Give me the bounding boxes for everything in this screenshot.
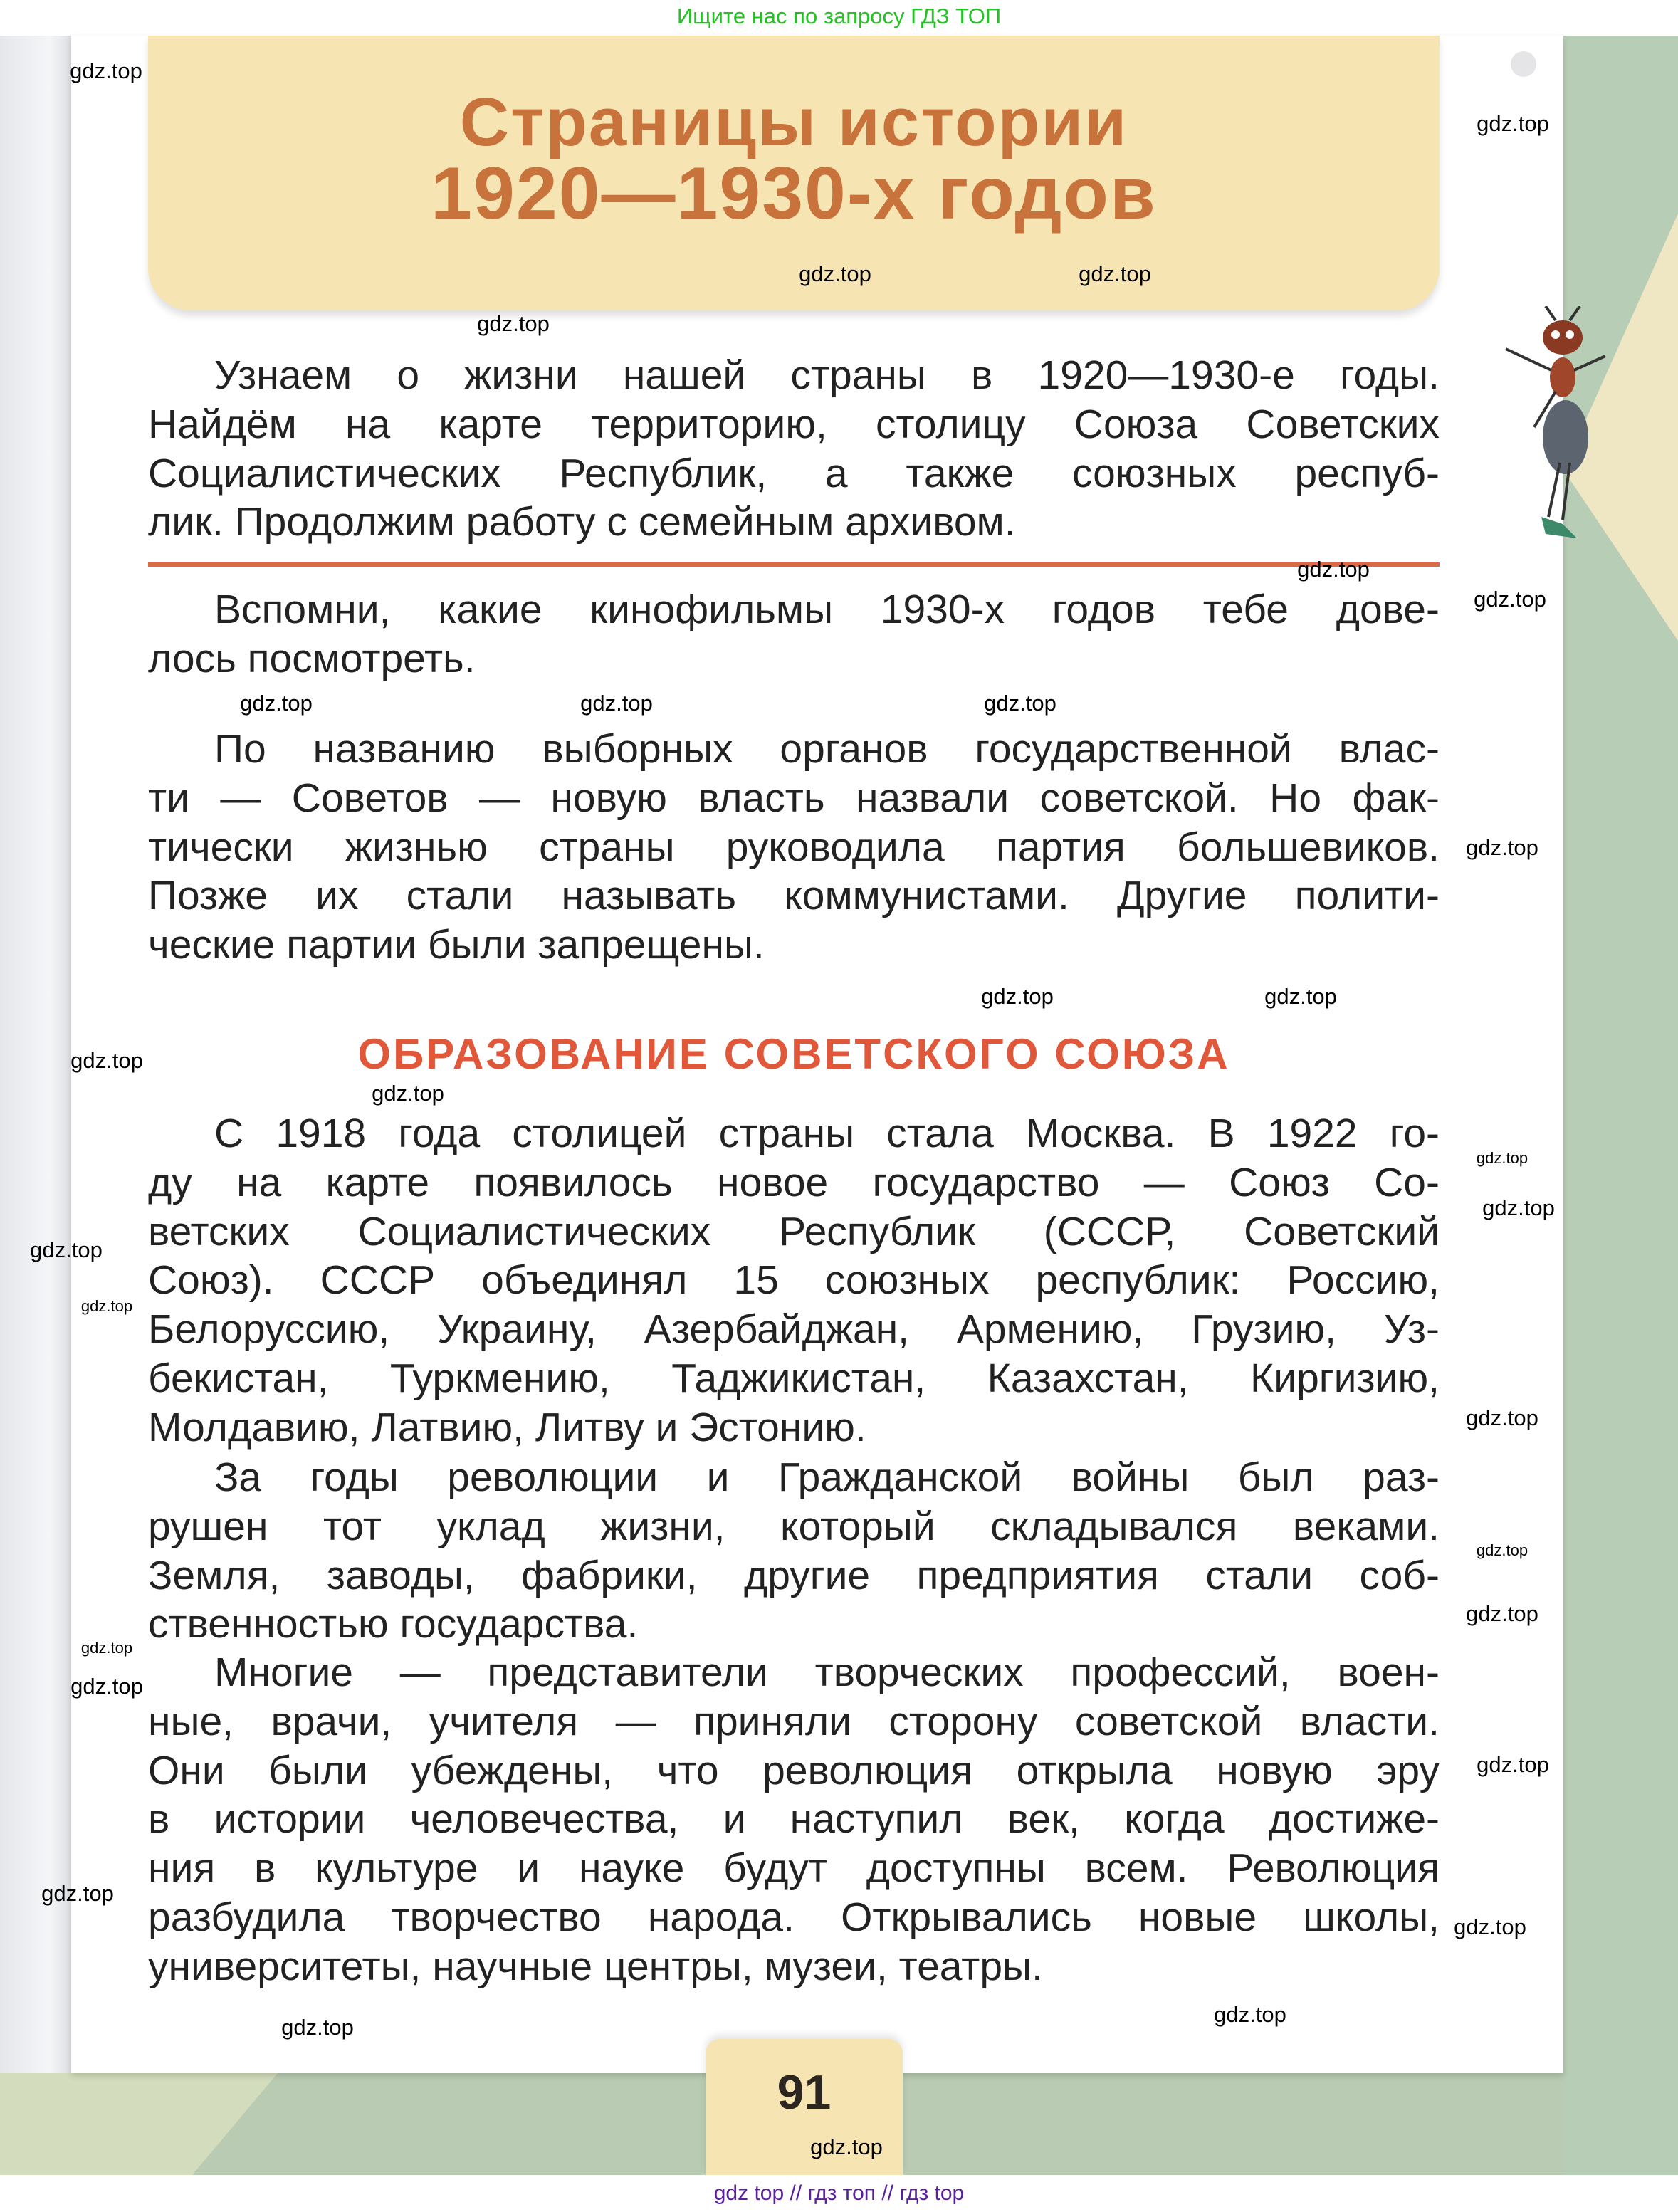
text-line: рушен тот уклад жизни, который складывался веками. — [148, 1503, 1440, 1549]
watermark: gdz.top — [240, 691, 313, 716]
text-line: лик. Продолжим работу с семейным архивом. — [148, 499, 1016, 545]
text-line: За годы революции и Гражданской войны был раз- — [214, 1454, 1440, 1500]
watermark: gdz.top — [1466, 835, 1538, 860]
watermark: gdz.top — [1474, 587, 1546, 612]
book-spine — [0, 36, 71, 2073]
text-line: Союз). СССР объединял 15 союзных республик: Россию, — [148, 1257, 1440, 1304]
text-line: Социалистических Республик, а также союзных респуб- — [148, 450, 1440, 496]
watermark: gdz.top — [372, 1081, 444, 1106]
text-line: лось посмотреть. — [148, 635, 476, 681]
watermark: gdz.top — [1214, 2002, 1286, 2027]
page-title-line-1: Страницы истории — [459, 84, 1128, 160]
text-line: Белоруссию, Украину, Азербайджан, Армению, Грузию, Уз- — [148, 1306, 1440, 1353]
bottom-banner: gdz top // гдз топ // гдз top — [0, 2175, 1678, 2212]
text-line: По названию выборных органов государственной влас- — [214, 726, 1440, 772]
text-line: ветских Социалистических Республик (СССР, Советский — [148, 1208, 1440, 1254]
text-line: Многие — представители творческих профессий, воен- — [214, 1650, 1440, 1695]
watermark: gdz.top — [80, 1297, 133, 1315]
watermark: gdz.top — [810, 2134, 883, 2159]
text-line: ния в культуре и науке будут доступны всем. Революция — [148, 1845, 1440, 1892]
text-line: ду на карте появилось новое государство — Союз Со- — [148, 1159, 1440, 1205]
watermark: gdz.top — [30, 1237, 103, 1262]
watermark: gdz.top — [281, 2015, 354, 2040]
section-heading: ОБРАЗОВАНИЕ СОВЕТСКОГО СОЮЗА — [357, 1030, 1230, 1078]
watermark: gdz.top — [1477, 1752, 1549, 1777]
watermark: gdz.top — [41, 1881, 114, 1906]
text-line: бекистан, Туркмению, Таджикистан, Казахстан, Киргизию, — [148, 1356, 1440, 1401]
text-line: Молдавию, Латвию, Литву и Эстонию. — [148, 1404, 866, 1450]
ant-illustration-icon — [1491, 306, 1634, 541]
top-banner: Ищите нас по запросу ГДЗ ТОП — [0, 0, 1678, 36]
text-line: ческие партии были запрещены. — [148, 922, 765, 968]
watermark: gdz.top — [1297, 557, 1370, 582]
text-line: Найдём на карте территорию, столицу Союза Советских — [148, 401, 1440, 447]
text-line: ти — Советов — новую власть назвали советской. Но фак- — [148, 775, 1440, 821]
text-line: в истории человечества, и наступил век, когда достиже- — [148, 1796, 1440, 1843]
text-line: тически жизнью страны руководила партия большевиков. — [148, 824, 1440, 870]
text-line: Земля, заводы, фабрики, другие предприятия стали соб- — [148, 1552, 1440, 1598]
text-line: ные, врачи, учителя — приняли сторону советской власти. — [148, 1698, 1440, 1744]
text-line: Позже их стали называть коммунистами. Другие полити- — [148, 873, 1440, 919]
page-number: 91 — [777, 2065, 832, 2119]
watermark: gdz.top — [1454, 1914, 1526, 1939]
watermark: gdz.top — [1466, 1405, 1538, 1430]
watermark: gdz.top — [981, 984, 1054, 1009]
watermark: gdz.top — [1476, 1541, 1528, 1559]
watermark: gdz.top — [1264, 984, 1337, 1009]
watermark: gdz.top — [477, 311, 550, 336]
text-line: Узнаем о жизни нашей страны в 1920—1930-е годы. — [214, 352, 1440, 398]
text-line: Вспомни, какие кинофильмы 1930-х годов тебе дове- — [214, 587, 1440, 632]
watermark: gdz.top — [1466, 1601, 1538, 1626]
watermark: gdz.top — [580, 691, 653, 716]
watermark: gdz.top — [70, 1048, 143, 1073]
text-line: С 1918 года столицей страны стала Москва. В 1922 го- — [214, 1111, 1440, 1156]
watermark: gdz.top — [799, 261, 871, 286]
watermark: gdz.top — [1079, 261, 1151, 286]
text-line: университеты, научные центры, музеи, театры. — [148, 1943, 1043, 1989]
page-title-line-2: 1920—1930-х годов — [431, 152, 1157, 235]
watermark: gdz.top — [70, 1674, 143, 1699]
watermark: gdz.top — [70, 58, 142, 83]
text-line: разбудила творчество народа. Открывались новые школы, — [148, 1894, 1440, 1940]
text-line: ственностью государства. — [148, 1601, 639, 1647]
watermark: gdz.top — [984, 691, 1056, 716]
separator-line — [148, 562, 1440, 567]
watermark: gdz.top — [80, 1639, 133, 1657]
watermark: gdz.top — [1476, 1149, 1528, 1167]
watermark: gdz.top — [1482, 1195, 1555, 1220]
watermark: gdz.top — [1477, 111, 1549, 136]
decorative-dot — [1511, 51, 1536, 77]
text-line: Они были убеждены, что революция открыла новую эру — [148, 1747, 1440, 1793]
